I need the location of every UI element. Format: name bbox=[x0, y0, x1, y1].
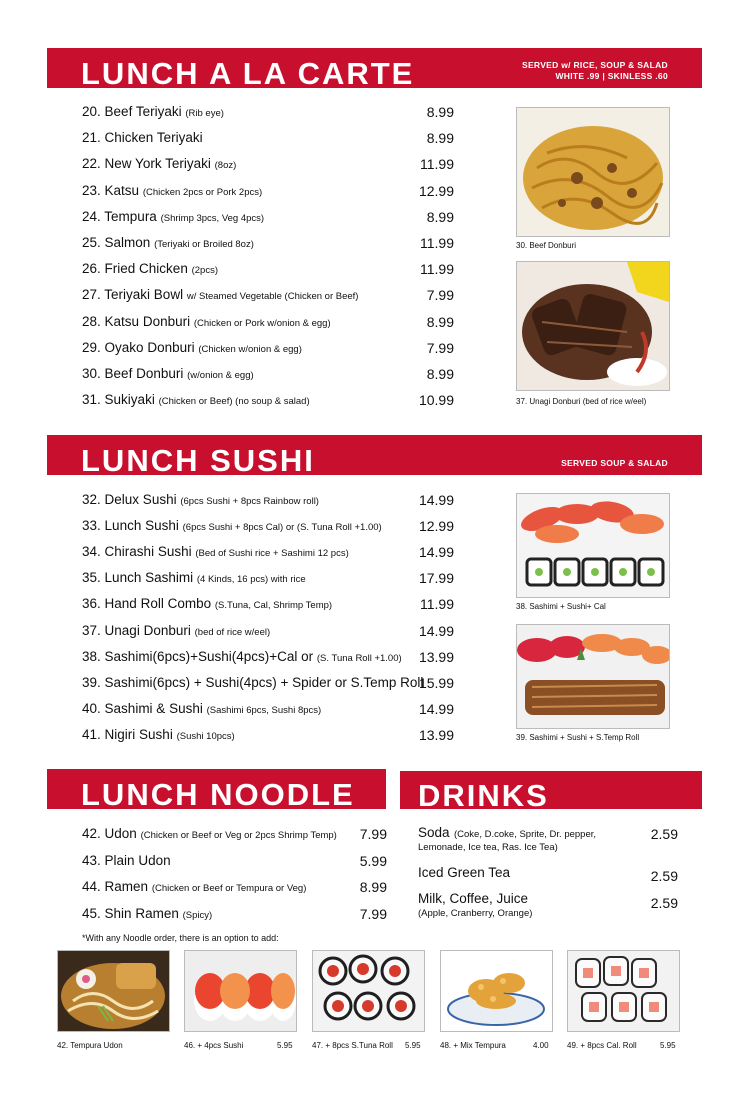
item-number: 28. bbox=[82, 313, 101, 329]
item-detail: (Chicken w/onion & egg) bbox=[198, 343, 302, 355]
item-price: 7.99 bbox=[359, 826, 387, 842]
item-number: 33. bbox=[82, 518, 101, 534]
drink-detail: (Coke, D.coke, Sprite, Dr. pepper, bbox=[453, 829, 597, 840]
section-subtitle: SERVED w/ RICE, SOUP & SALAD WHITE .99 | SKINLESS .60 bbox=[521, 60, 668, 81]
item-price: 14.99 bbox=[418, 622, 454, 639]
item-name: Beef Teriyaki bbox=[104, 104, 182, 119]
menu-item bbox=[82, 517, 382, 537]
menu-item bbox=[82, 852, 171, 872]
item-number: 32. bbox=[82, 492, 101, 507]
item-name: Lunch Sashimi bbox=[104, 570, 194, 586]
drink-price: 2.59 bbox=[650, 895, 678, 911]
item-price: 7.99 bbox=[426, 339, 454, 356]
addon-caption-mix-tempura: 48. + Mix Tempura bbox=[440, 1041, 506, 1050]
item-number: 40. bbox=[82, 700, 101, 716]
menu-item bbox=[82, 726, 235, 746]
menu-item bbox=[82, 905, 212, 925]
addon-price-mix-tempura: 4.00 bbox=[533, 1041, 549, 1050]
item-number: 43. bbox=[82, 852, 101, 868]
item-number: 22. bbox=[82, 156, 101, 172]
item-name: Plain Udon bbox=[104, 852, 171, 868]
item-name: Chicken Teriyaki bbox=[104, 130, 203, 146]
addon-price-stuna-roll: 5.95 bbox=[405, 1041, 421, 1050]
item-price: 11.99 bbox=[420, 596, 454, 613]
beef-donburi-image bbox=[517, 108, 669, 236]
item-number: 24. bbox=[82, 208, 101, 224]
item-detail: (w/onion & egg) bbox=[187, 370, 254, 381]
item-price: 8.99 bbox=[426, 313, 454, 330]
item-price: 7.99 bbox=[359, 905, 387, 922]
sashimi-sushi-cal-photo bbox=[516, 493, 670, 598]
item-price: 14.99 bbox=[418, 492, 454, 508]
item-price: 7.99 bbox=[426, 287, 454, 304]
drink-name: Soda bbox=[418, 825, 450, 840]
menu-item bbox=[82, 878, 306, 898]
item-price: 11.99 bbox=[420, 261, 454, 278]
item-price: 8.99 bbox=[426, 130, 454, 147]
4pcs-sushi-image bbox=[185, 951, 296, 1031]
item-name: Unagi Donburi bbox=[104, 622, 191, 638]
item-detail: (Sushi 10pcs) bbox=[176, 730, 235, 742]
item-name: Sukiyaki bbox=[104, 392, 155, 408]
drink-name: Milk, Coffee, Juice bbox=[418, 891, 529, 906]
item-price: 10.99 bbox=[418, 392, 454, 409]
section-title: DRINKS bbox=[418, 778, 549, 813]
item-price: 11.99 bbox=[420, 156, 454, 173]
item-name: Sashimi(6pcs)+Sushi(4pcs)+Cal or bbox=[104, 648, 314, 664]
item-name: New York Teriyaki bbox=[104, 156, 211, 172]
item-detail: (S.Tuna, Cal, Shrimp Temp) bbox=[214, 600, 333, 612]
lunch-noodle-banner bbox=[47, 769, 386, 812]
section-subtitle: SERVED SOUP & SALAD bbox=[561, 458, 668, 468]
item-name: Sashimi(6pcs) + Sushi(4pcs) + Spider or S.Temp Roll bbox=[104, 674, 424, 690]
section-title: LUNCH A LA CARTE bbox=[81, 56, 415, 91]
menu-item bbox=[82, 365, 254, 385]
item-price: 8.99 bbox=[359, 879, 387, 895]
item-detail: (Spicy) bbox=[182, 909, 213, 921]
drink-price: 2.59 bbox=[650, 868, 678, 884]
menu-item bbox=[82, 569, 306, 589]
menu-item bbox=[82, 286, 358, 306]
item-detail: (S. Tuna Roll +1.00) bbox=[316, 652, 402, 664]
item-price: 11.99 bbox=[420, 235, 454, 251]
menu-item bbox=[82, 648, 402, 668]
item-number: 30. bbox=[82, 366, 101, 381]
item-price: 14.99 bbox=[418, 544, 454, 561]
menu-item bbox=[82, 674, 423, 694]
section-title: LUNCH SUSHI bbox=[81, 443, 315, 478]
sashimi-sushi-stemp-photo bbox=[516, 624, 670, 729]
item-price: 8.99 bbox=[426, 104, 454, 120]
item-number: 44. bbox=[82, 879, 101, 894]
item-price: 15.99 bbox=[418, 674, 454, 691]
item-name: Oyako Donburi bbox=[104, 339, 195, 355]
item-name: Beef Donburi bbox=[104, 366, 184, 381]
menu-item bbox=[82, 155, 236, 175]
4pcs-sushi-photo bbox=[184, 950, 297, 1032]
item-name: Hand Roll Combo bbox=[104, 596, 212, 612]
unagi-donburi-photo bbox=[516, 261, 670, 391]
item-price: 8.99 bbox=[426, 366, 454, 382]
item-price: 8.99 bbox=[426, 208, 454, 225]
menu-item bbox=[82, 313, 331, 333]
item-detail: (Sashimi 6pcs, Sushi 8pcs) bbox=[206, 704, 322, 716]
item-price: 17.99 bbox=[418, 570, 454, 587]
item-price: 12.99 bbox=[418, 518, 454, 535]
addon-caption-cal-roll: 49. + 8pcs Cal. Roll bbox=[567, 1041, 637, 1050]
menu-item bbox=[82, 103, 224, 123]
sashimi-sushi-stemp-caption: 39. Sashimi + Sushi + S.Temp Roll bbox=[516, 733, 640, 742]
item-detail: (Teriyaki or Broiled 8oz) bbox=[154, 239, 254, 250]
unagi-donburi-image bbox=[517, 262, 669, 390]
item-number: 36. bbox=[82, 596, 101, 612]
menu-item bbox=[82, 182, 262, 202]
drink-detail-2: (Apple, Cranberry, Orange) bbox=[418, 908, 533, 919]
item-number: 39. bbox=[82, 674, 101, 690]
menu-item bbox=[82, 622, 270, 642]
item-name: Udon bbox=[104, 826, 137, 841]
cal-roll-image bbox=[568, 951, 679, 1031]
item-number: 27. bbox=[82, 287, 101, 303]
item-detail: (Bed of Sushi rice + Sashimi 12 pcs) bbox=[195, 548, 349, 560]
item-number: 41. bbox=[82, 726, 101, 742]
sashimi-sushi-cal-caption: 38. Sashimi + Sushi+ Cal bbox=[516, 602, 606, 611]
item-name: Fried Chicken bbox=[104, 261, 188, 277]
item-number: 25. bbox=[82, 235, 101, 250]
mix-tempura-photo bbox=[440, 950, 553, 1032]
item-name: Katsu Donburi bbox=[104, 313, 191, 329]
item-detail: (2pcs) bbox=[191, 265, 218, 277]
addon-caption-tempura-udon: 42. Tempura Udon bbox=[57, 1041, 123, 1050]
item-price: 5.99 bbox=[359, 852, 387, 869]
menu-item bbox=[82, 543, 349, 563]
item-price: 13.99 bbox=[418, 648, 454, 665]
item-detail: (Rib eye) bbox=[185, 108, 224, 119]
item-name: Shin Ramen bbox=[104, 905, 179, 921]
drink-name: Iced Green Tea bbox=[418, 865, 511, 880]
tempura-udon-image bbox=[58, 951, 169, 1031]
menu-item bbox=[82, 208, 264, 228]
sashimi-sushi-cal-image bbox=[517, 494, 669, 597]
noodle-addon-note: *With any Noodle order, there is an option to add: bbox=[82, 933, 279, 943]
item-name: Chirashi Sushi bbox=[104, 544, 192, 560]
item-number: 35. bbox=[82, 570, 101, 586]
addon-price-cal-roll: 5.95 bbox=[660, 1041, 676, 1050]
item-name: Tempura bbox=[104, 208, 157, 224]
item-number: 26. bbox=[82, 261, 101, 277]
item-detail: (Chicken or Beef or Tempura or Veg) bbox=[151, 883, 307, 894]
beef-donburi-photo bbox=[516, 107, 670, 237]
beef-donburi-caption: 30. Beef Donburi bbox=[516, 241, 577, 250]
item-name: Ramen bbox=[104, 879, 149, 894]
item-detail: (6pcs Sushi + 8pcs Cal) or (S. Tuna Roll +1.00) bbox=[182, 522, 382, 534]
item-number: 31. bbox=[82, 392, 101, 408]
item-detail: (bed of rice w/eel) bbox=[194, 626, 271, 638]
item-detail: w/ Steamed Vegetable (Chicken or Beef) bbox=[186, 291, 359, 303]
item-detail: (Chicken or Beef or Veg or 2pcs Shrimp Temp) bbox=[140, 830, 337, 841]
addon-caption-stuna-roll: 47. + 8pcs S.Tuna Roll bbox=[312, 1041, 393, 1050]
cal-roll-photo bbox=[567, 950, 680, 1032]
menu-item bbox=[82, 825, 337, 845]
item-price: 12.99 bbox=[418, 182, 454, 199]
item-detail: (Shrimp 3pcs, Veg 4pcs) bbox=[160, 212, 265, 224]
menu-item bbox=[82, 234, 254, 254]
item-number: 38. bbox=[82, 648, 101, 664]
lunch-sushi-banner bbox=[47, 435, 702, 478]
drink-detail-2: Lemonade, Ice tea, Ras. Ice Tea) bbox=[418, 842, 558, 853]
menu-item bbox=[82, 595, 332, 615]
item-price: 14.99 bbox=[418, 700, 454, 717]
tempura-udon-photo bbox=[57, 950, 170, 1032]
mix-tempura-image bbox=[441, 951, 552, 1031]
item-name: Delux Sushi bbox=[104, 492, 177, 507]
menu-item bbox=[82, 391, 310, 411]
drinks-banner bbox=[400, 771, 702, 813]
item-number: 45. bbox=[82, 905, 101, 921]
menu-item bbox=[82, 129, 203, 149]
sashimi-sushi-stemp-image bbox=[517, 625, 669, 728]
stuna-roll-image bbox=[313, 951, 424, 1031]
item-name: Salmon bbox=[104, 235, 151, 250]
menu-item bbox=[82, 260, 218, 280]
item-name: Sashimi & Sushi bbox=[104, 700, 203, 716]
item-number: 34. bbox=[82, 544, 101, 560]
item-detail: (4 Kinds, 16 pcs) with rice bbox=[196, 574, 306, 586]
drink-price: 2.59 bbox=[650, 826, 678, 842]
item-detail: (Chicken 2pcs or Pork 2pcs) bbox=[142, 186, 263, 198]
item-name: Nigiri Sushi bbox=[104, 726, 173, 742]
menu-item bbox=[82, 700, 321, 720]
item-detail: (Chicken or Beef) (no soup & salad) bbox=[158, 396, 310, 408]
menu-item bbox=[82, 491, 319, 511]
stuna-roll-photo bbox=[312, 950, 425, 1032]
item-number: 20. bbox=[82, 104, 101, 119]
item-detail: (6pcs Sushi + 8pcs Rainbow roll) bbox=[180, 496, 319, 507]
item-price: 13.99 bbox=[418, 726, 454, 743]
item-detail: (Chicken or Pork w/onion & egg) bbox=[193, 317, 331, 329]
addon-caption-4pcs-sushi: 46. + 4pcs Sushi bbox=[184, 1041, 244, 1050]
menu-item bbox=[82, 339, 302, 359]
item-number: 29. bbox=[82, 339, 101, 355]
item-detail: (8oz) bbox=[214, 160, 237, 172]
unagi-donburi-caption: 37. Unagi Donburi (bed of rice w/eel) bbox=[516, 397, 647, 406]
addon-price-4pcs-sushi: 5.95 bbox=[277, 1041, 293, 1050]
item-name: Katsu bbox=[104, 182, 140, 198]
item-name: Teriyaki Bowl bbox=[104, 287, 184, 303]
item-number: 21. bbox=[82, 130, 101, 146]
lunch-a-la-carte-banner bbox=[47, 48, 702, 91]
item-name: Lunch Sushi bbox=[104, 518, 179, 534]
item-number: 23. bbox=[82, 182, 101, 198]
item-number: 37. bbox=[82, 622, 101, 638]
section-title: LUNCH NOODLE bbox=[81, 777, 355, 812]
item-number: 42. bbox=[82, 826, 101, 841]
